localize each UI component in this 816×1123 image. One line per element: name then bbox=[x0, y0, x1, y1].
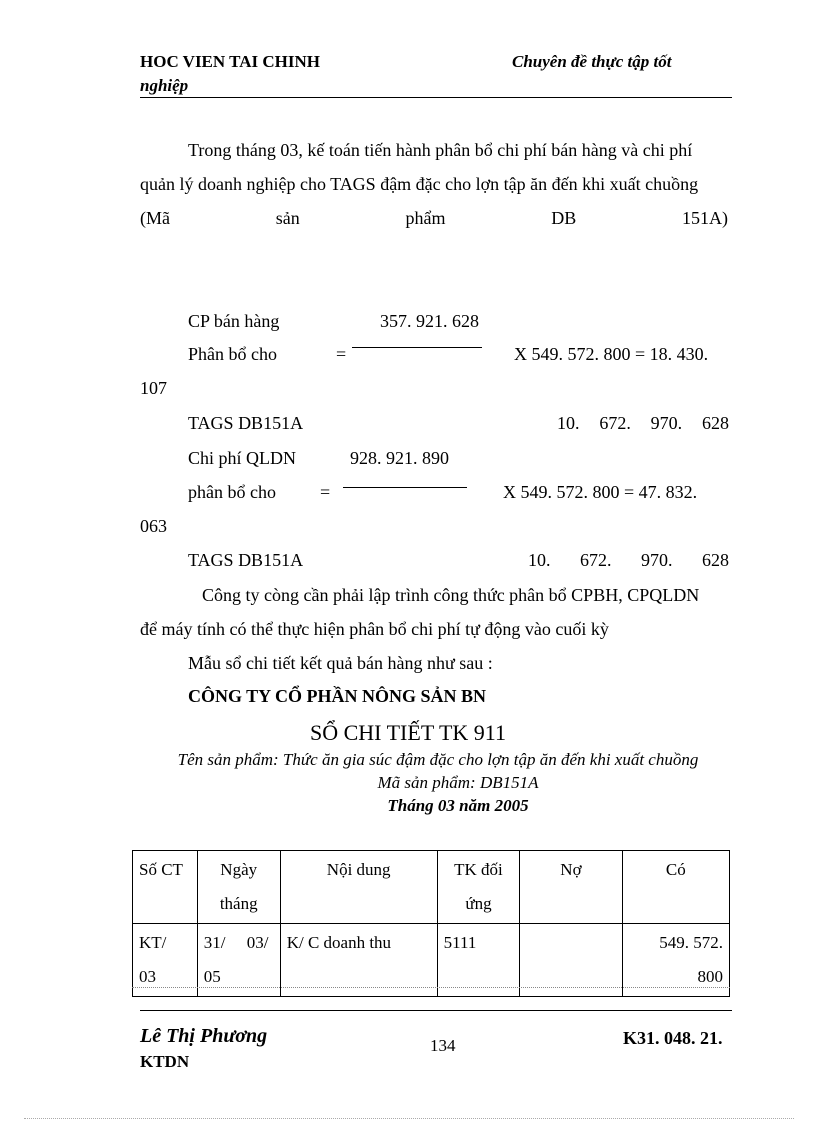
footer-class-code: K31. 048. 21. bbox=[623, 1028, 723, 1048]
company-name: CÔNG TY CỔ PHẦN NÔNG SẢN BN bbox=[188, 686, 487, 706]
formula-sales-equals: = bbox=[336, 344, 347, 364]
body-para-2: Mẫu sổ chi tiết kết quả bán hàng như sau : bbox=[188, 653, 493, 673]
denominator-part: 970. bbox=[641, 550, 673, 570]
intro-line-1: Trong tháng 03, kế toán tiến hành phân bổ chi phí bán hàng và chi phí bbox=[188, 140, 693, 160]
body-para-1-line-2: để máy tính có thể thực hiện phân bổ chi phí tự động vào cuối kỳ bbox=[140, 619, 609, 639]
formula-sales-fraction-bar bbox=[352, 347, 482, 348]
intro-word: 151A) bbox=[681, 208, 728, 228]
table-row bbox=[133, 924, 730, 997]
col-content: Nội dung bbox=[280, 851, 437, 924]
product-code: Mã sản phẩm: DB151A bbox=[377, 773, 539, 792]
formula-sales-label-1: CP bán hàng bbox=[188, 311, 280, 331]
denominator-part: 10. bbox=[557, 413, 580, 433]
ledger-table bbox=[132, 850, 730, 997]
col-account: TK đối ứng bbox=[437, 851, 520, 924]
formula-sales-label-3: TAGS DB151A bbox=[188, 413, 304, 433]
col-debit: Nợ bbox=[520, 851, 622, 924]
product-name: Tên sản phẩm: Thức ăn gia súc đậm đặc cho lợn tập ăn đến khi xuất chuồng bbox=[177, 750, 699, 769]
intro-word: sản bbox=[275, 208, 300, 228]
denominator-part: 672. bbox=[580, 550, 612, 570]
cell-doc-no: KT/ 03 bbox=[133, 924, 198, 997]
intro-word: phẩm bbox=[405, 208, 446, 228]
formula-admin-result: X 549. 572. 800 = 47. 832. bbox=[503, 482, 698, 502]
ledger-period: Tháng 03 năm 2005 bbox=[387, 796, 529, 815]
table-cut-edge bbox=[132, 987, 730, 988]
table-header-row bbox=[133, 851, 730, 924]
denominator-part: 628 bbox=[702, 550, 729, 570]
cell-date: 31/ 03/ 05 bbox=[197, 924, 280, 997]
page-number: 134 bbox=[430, 1036, 456, 1055]
footer-author: Lê Thị Phương bbox=[140, 1025, 268, 1047]
header-report-type: Chuyên đề thực tập tốt bbox=[512, 52, 672, 71]
denominator-part: 628 bbox=[701, 413, 729, 433]
ledger-title: SỔ CHI TIẾT TK 911 bbox=[310, 720, 506, 745]
intro-word: DB bbox=[551, 208, 577, 228]
denominator-part: 672. bbox=[599, 413, 631, 433]
formula-sales-result-wrap: 107 bbox=[140, 378, 167, 398]
col-doc-no: Số CT bbox=[133, 851, 198, 924]
formula-admin-label-3: TAGS DB151A bbox=[188, 550, 304, 570]
formula-sales-result: X 549. 572. 800 = 18. 430. bbox=[514, 344, 709, 364]
formula-admin-numerator: 928. 921. 890 bbox=[350, 448, 449, 468]
col-date: Ngày tháng bbox=[197, 851, 280, 924]
footer-department: KTDN bbox=[140, 1052, 190, 1071]
page-bottom-edge bbox=[24, 1118, 794, 1119]
denominator-part: 10. bbox=[528, 550, 551, 570]
denominator-part: 970. bbox=[650, 413, 683, 433]
intro-word: (Mã bbox=[140, 208, 170, 228]
formula-admin-equals: = bbox=[320, 482, 331, 502]
header-divider bbox=[140, 97, 732, 98]
formula-sales-numerator: 357. 921. 628 bbox=[380, 311, 479, 331]
header-institution: HOC VIEN TAI CHINH bbox=[140, 52, 320, 71]
formula-sales-denominator bbox=[557, 413, 729, 434]
formula-admin-result-wrap: 063 bbox=[140, 516, 167, 536]
formula-admin-label-2: phân bổ cho bbox=[188, 482, 276, 502]
footer-divider bbox=[140, 1010, 732, 1011]
col-credit: Có bbox=[622, 851, 729, 924]
formula-admin-label-1: Chi phí QLDN bbox=[188, 448, 296, 468]
formula-admin-fraction-bar bbox=[343, 487, 467, 488]
cell-content: K/ C doanh thu bbox=[280, 924, 437, 997]
cell-debit bbox=[520, 924, 622, 997]
cell-credit: 549. 572. 800 bbox=[622, 924, 729, 997]
intro-line-3 bbox=[140, 208, 728, 229]
intro-line-2: quản lý doanh nghiệp cho TAGS đậm đặc cho lợn tập ăn đến khi xuất chuồng bbox=[140, 174, 699, 194]
formula-admin-denominator bbox=[528, 550, 729, 571]
cell-account: 5111 bbox=[437, 924, 520, 997]
formula-sales-label-2: Phân bổ cho bbox=[188, 344, 277, 364]
body-para-1-line-1: Công ty còng cần phải lập trình công thức phân bổ CPBH, CPQLDN bbox=[202, 585, 700, 605]
header-institution-cont: nghiệp bbox=[140, 76, 189, 95]
